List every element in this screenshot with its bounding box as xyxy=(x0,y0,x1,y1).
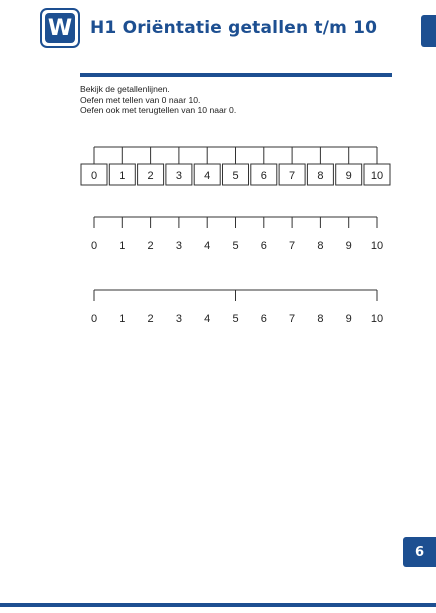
intro-line-3: Oefen ook met terugtellen van 10 naar 0. xyxy=(80,105,237,115)
number-label: 5 xyxy=(232,240,239,252)
intro-line-2: Oefen met tellen van 0 naar 10. xyxy=(80,94,201,105)
page-title: H1 Oriëntatie getallen t/m 10 xyxy=(90,18,378,38)
number-label: 2 xyxy=(147,170,154,182)
number-label: 9 xyxy=(345,240,352,252)
number-label: 0 xyxy=(90,170,98,182)
number-label: 0 xyxy=(90,240,98,252)
number-label: 3 xyxy=(175,313,182,325)
number-label: 6 xyxy=(260,240,267,252)
number-label: 7 xyxy=(289,313,296,325)
number-label: 3 xyxy=(175,170,182,182)
number-label: 3 xyxy=(175,240,182,252)
number-label: 1 xyxy=(119,170,126,182)
number-label: 6 xyxy=(260,170,267,182)
footer-rule xyxy=(0,603,436,607)
number-label: 2 xyxy=(147,240,154,252)
number-label: 4 xyxy=(204,240,211,252)
number-label: 10 xyxy=(370,313,384,325)
number-label: 1 xyxy=(119,313,126,325)
page-number-badge: 6 xyxy=(403,537,436,567)
number-label: 10 xyxy=(370,170,384,182)
number-label: 9 xyxy=(345,313,352,325)
number-label: 4 xyxy=(204,170,211,182)
number-label: 2 xyxy=(147,313,154,325)
number-label: 6 xyxy=(260,313,267,325)
number-label: 5 xyxy=(232,313,239,325)
logo-letter: W xyxy=(45,13,75,43)
intro-line-1: Bekijk de getallenlijnen. xyxy=(80,84,170,94)
number-label: 7 xyxy=(289,170,296,182)
number-label: 8 xyxy=(317,170,324,182)
number-label: 0 xyxy=(90,313,98,325)
number-label: 1 xyxy=(119,240,126,252)
number-label: 4 xyxy=(204,313,211,325)
number-label: 7 xyxy=(289,240,296,252)
number-label: 5 xyxy=(232,170,239,182)
number-label: 8 xyxy=(317,240,324,252)
number-label: 10 xyxy=(370,240,384,252)
number-label: 8 xyxy=(317,313,324,325)
number-label: 9 xyxy=(345,170,352,182)
